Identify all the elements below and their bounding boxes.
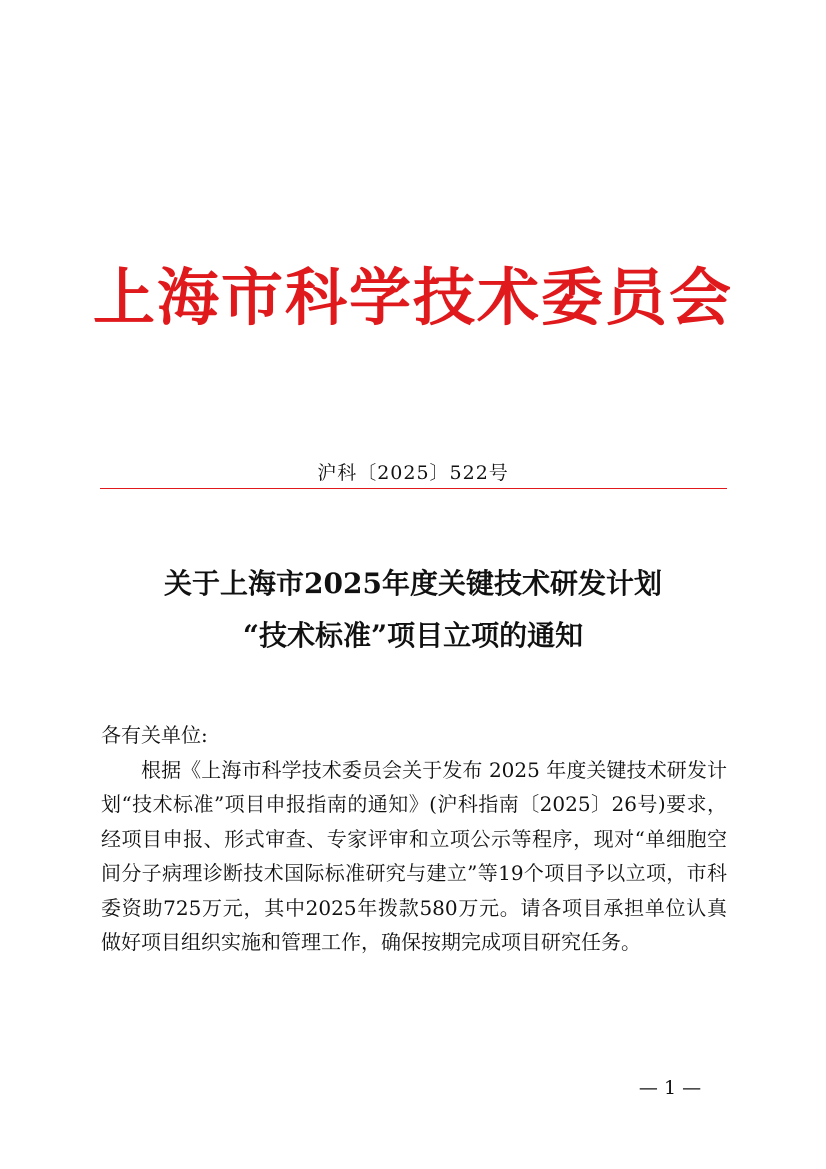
issuing-organization-title: 上海市科学技术委员会 (92, 261, 733, 334)
page-number: — 1 — (638, 1077, 702, 1099)
notice-title (0, 558, 826, 662)
body-paragraph: 根据《上海市科学技术委员会关于发布 2025 年度关键技术研发计划“技术标准”项目申报指南的通知》(沪科指南〔2025〕26号)要求，经项目申报、形式审查、专家评审和立项公示等程序，现对“单细胞空间分子病理诊断技术国际标准研究与建立”等19个项目予以立项，市科委资助725万元，其中2025年拨款580万元。请各项目承担单位认真做好项目组织实施和管理工作，确保按期完成项目研究任务。 (101, 757, 727, 954)
notice-body (101, 718, 727, 960)
document-number: 沪科〔2025〕522号 (317, 462, 509, 484)
salutation: 各有关单位: (101, 723, 208, 747)
red-divider-line (100, 488, 727, 489)
notice-title-line-2: “技术标准”项目立项的通知 (242, 619, 584, 652)
notice-title-line-1: 关于上海市2025年度关键技术研发计划 (164, 567, 662, 600)
